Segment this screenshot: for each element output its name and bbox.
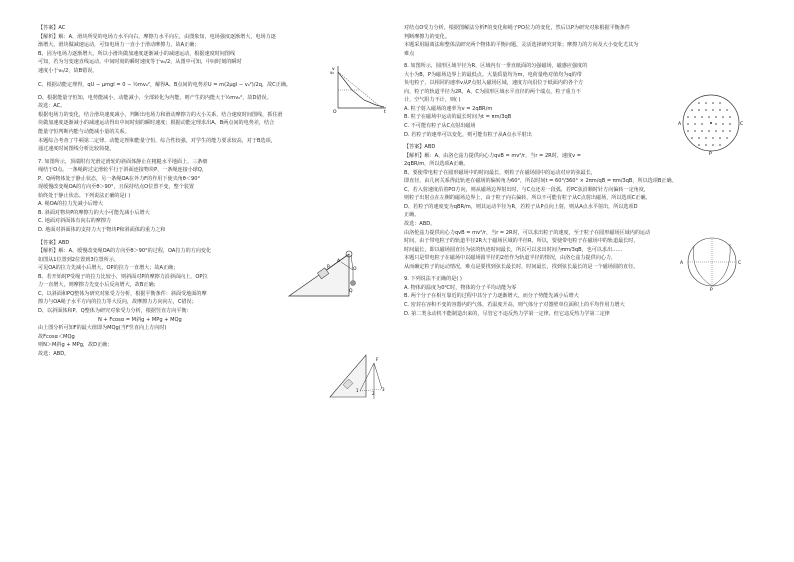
- text-line: 速度小于v₀/2，故B错误。: [38, 67, 98, 74]
- label-c: C: [740, 122, 744, 127]
- text-line: 计，空气阻力不计，则( ): [404, 97, 461, 104]
- text-line: 负电粒子，以相同的速率v从P点射入磁场区域，速度方向沿位于纸面内的各个方: [404, 80, 584, 87]
- text-line: 绳结于O点。一条绳跨过定滑轮平行于斜面连接物块P，一条绳连接小球Q，: [38, 167, 207, 174]
- text-line: 由上图分析可知F的最大值即为MQg(当F竖直向上方向时): [38, 325, 167, 332]
- v-axis-label: v: [332, 67, 335, 72]
- option-a: A. 粒子射入磁场的速率为v = 2qBR/m: [404, 105, 493, 112]
- trajectory-figure: [660, 232, 746, 292]
- text-line: 则N＞M斜g + MPg，故D正确；: [38, 342, 113, 349]
- text-line: 故选：AC。: [38, 103, 66, 110]
- label-q: Q: [349, 289, 353, 294]
- text-line: 能量守恒判断内能与动能减小量的关系。: [38, 129, 130, 136]
- text-line: 时间最长，即以磁场圆直径为弦的轨迹时间最长，所以可以求出时间为πm/3qB，也可以求出……: [404, 246, 623, 253]
- force-triangle-figure: [326, 345, 386, 403]
- answer-line: 【答案】ABD: [38, 239, 70, 246]
- text-line: 难点: [404, 50, 415, 57]
- label-p: P: [710, 288, 713, 292]
- text-line: 本题只是带电粒子在磁场中以磁场圆半径的2倍作为轨道半径的情况，由洛仑兹力提供向心力，: [404, 255, 617, 262]
- text-line: 如图从1位置到2位置到3位置所示，: [38, 256, 120, 263]
- force-f-label: F: [376, 358, 379, 363]
- text-line: 故选：ABD。: [404, 221, 436, 228]
- answer-line: 【答案】AC: [38, 25, 66, 31]
- t-axis-label: t: [384, 110, 386, 114]
- option-c: C. 地面对斜面体有向右的摩擦力: [38, 218, 112, 225]
- text-line: 【解析】解：A、缓慢改变绳OA的方向至θ＞90°的过程，OA拉力的方向变化: [38, 248, 212, 255]
- text-line: B、若开始时P受绳子的拉力比较小，则斜面对P的摩擦力沿斜面向上，OP拉: [38, 273, 208, 280]
- text-line: 本题采用隔离法和整体法研究两个物体的平衡问题，灵活选择研究对象；摩擦力的方向及大小变化尤其为: [404, 42, 639, 49]
- option-b: B. 粒子在磁场中运动的最长时间为t = πm/3qB: [404, 114, 512, 121]
- text-line: 始终处于静止状态。下列说法正确的是( ): [38, 192, 131, 199]
- text-line: 故选：ABD。: [38, 350, 70, 357]
- text-line: P、Q两物体处于静止状态，另一条绳OA在外力F的作用下使夹角θ＜90°: [38, 175, 200, 182]
- question-7: 7. 如图所示，顶端附有光滑定滑轮的斜面体静止在粗糙水平地面上，三条细: [38, 158, 208, 165]
- text-line: 本题综合考查了牛顿第二定律、动能定理和能量守恒，综合性较强，对学生的能力要求较高，对于B选项，: [38, 137, 276, 144]
- text-line: C、根据动能定理得，qU − μmgl = 0 − ½mv₀²，解得A、B点间的电势差U = m(2μgl − v₀²)/2q，故C正确。: [38, 82, 292, 89]
- answer-line: 【答案】ABD: [404, 144, 436, 151]
- option-d: D. 若粒子的速率可以变化，则可能有粒子从A点水平射出: [404, 131, 532, 138]
- label-o: O: [353, 267, 357, 272]
- option-d: D. 地面对斜面体的支持力大于物块P和斜面体的重力之和: [38, 227, 166, 234]
- text-line: B、要使带电粒子在圆形磁场中的时间最长，则粒子在磁场圆中的运动对应的弦最长，: [404, 169, 596, 176]
- text-line: 渐增大，滑块做减速运动，可知电场力一直小于滑动摩擦力，故A正确；: [38, 42, 200, 49]
- option-c: C. 密封在容积不变的容器内的气体，若温度升高，则气体分子对器壁单位面积上的平均作用力增大: [404, 301, 625, 308]
- text-line: 【解析】解：A、滑块所受的电场力水平向右，摩擦力水平向左，由图象知，电场强度逐渐增大，电场力逐: [38, 33, 276, 40]
- text-line: 即直径，由几何关系得此轨迹在磁场的偏转角为60°，所以时间t = 60°/360° × 2πm/qB = πm/3qB，所以选项B正确。: [404, 178, 677, 185]
- text-line: B、因为电场力逐渐增大，所以小滑块做加速度逐渐减小的减速运动，根据速度时间图线: [38, 50, 236, 57]
- text-line: C、若入射速度沿着PO方向，则从磁场边界射出时，与C点还差一段弧，若PC弦沿顺时针方向偏转一定角度，: [404, 186, 649, 193]
- option-d: D. 第二类永动机不能制造出来的，尽管它不违反热力学第一定律，但它违反热力学第二定律: [404, 310, 610, 317]
- option-b: B. 两个分子在相互靠近的过程中其分子力逐渐增大，而分子势能先减小后增大: [404, 293, 579, 300]
- text-line: 时间，由于带电粒子的轨道半径2R大于磁场区域的半径R，所以，要使带电粒子在磁场中的轨道最长时，: [404, 238, 639, 245]
- equation: N + Fcosα = M斜g + MPg + MQg: [98, 316, 182, 323]
- position-3-label: 3: [382, 387, 385, 392]
- label-a: A: [678, 122, 682, 127]
- label-a: A: [337, 259, 341, 264]
- text-line: 2qBR/m，所以选项A正确。: [404, 161, 469, 168]
- option-b: B. 斜面对物块P的摩擦力的大小可能先减小后增大: [38, 209, 150, 216]
- option-c: C. 不可能有粒子从C点射出磁场: [404, 123, 476, 130]
- option-a: A. 绳OA的拉力先减小后增大: [38, 201, 103, 208]
- label-p: P: [709, 152, 712, 156]
- question-8: 8. 如图所示，圆形区域半径为R，区域内有一垂直纸面的匀强磁场，磁感应强度的: [404, 63, 588, 70]
- label-p: P: [327, 265, 330, 270]
- text-line: 向，粒子的轨道半径为2R，A、C为圆形区域水平直径的两个端点，粒子重力不: [404, 88, 581, 95]
- text-line: 从而确定粒子的运动情况，难点是要找到弦长最长时，时间最长，找到弦长最长的是一个磁场圆的直径。: [404, 263, 639, 270]
- text-line: 力一直增大，则摩擦力先变小后反向增大，故B正确；: [38, 282, 159, 289]
- text-line: 对结点O受力分析，根据图解法分析F的变化和绳子PO拉力的变化，然后以P为研究对象根据平衡条件: [404, 25, 630, 31]
- text-line: 可知，若为匀变速直线运动，中间时刻的瞬时速度等于v₀/2，从图中可知，中间时刻的瞬时: [38, 59, 242, 66]
- label-c: C: [738, 261, 742, 266]
- text-line: 可见OA的拉力先减小后增大，OP的拉力一直增大；故A正确；: [38, 265, 179, 272]
- velocity-time-graph: [330, 62, 390, 114]
- origin-label: O: [333, 110, 337, 114]
- text-line: 由洛伦兹力提供向心力qvB = mv²/r，当r = 2R时，可以求出粒子的速度，至于粒子在圆形磁场区域内的运动: [404, 229, 651, 236]
- text-line: D、根据能量守恒知，电势能减小，动能减小，全部转化为内能，则产生的内能大于½mv₀²，故D错误。: [38, 94, 272, 101]
- text-line: 块做加速度逐渐减小的减速运动得出中间时刻的瞬时速度；根据动能定理求出A、B两点间的电势差，结合: [38, 120, 275, 127]
- incline-figure: [285, 240, 357, 302]
- text-line: 正确。: [404, 212, 420, 219]
- text-line: D、以斜面体和P、Q整体为研究对象受力分析，根据竖直方向平衡：: [38, 307, 192, 314]
- text-line: C、以斜面和PQ整体为研究对象受力分析，根据平衡条件：斜面受地面的摩: [38, 290, 207, 297]
- text-line: 现缓慢改变绳OA的方向至θ＞90°，且保持结点O位置不变，整个装置: [38, 184, 194, 191]
- text-line: 故Fcosα＜MQg: [38, 333, 75, 340]
- text-line: 【解析】解：A、由洛仑兹力提供向心力qvB = mv²/r，当r = 2R时，速度v =: [404, 152, 582, 159]
- v0-label: v₀: [330, 70, 334, 75]
- magnetic-field-circle: [678, 90, 744, 156]
- text-line: 根据电场力的变化，结合滑块速度减小，判断出电场力和滑动摩擦力的大小关系，结合速度时间图线，抓住滑: [38, 111, 283, 118]
- option-a: A. 物体的温度为0℃时，物体的分子平均动能为零: [404, 284, 517, 291]
- position-1-label: 1: [356, 388, 359, 393]
- position-2-label: 2: [372, 391, 375, 396]
- text-line: 则粒子出射点在左侧的磁场边界上，由于粒子向右偏转，所以不可能有粒子从C点射出磁场，所以选项C正确。: [404, 195, 651, 202]
- label-a: A: [680, 261, 684, 266]
- question-9: 9. 下列说法不正确的是( ): [404, 276, 462, 283]
- text-line: D、若粒子的速度变为qBR/m，则其运动半径为R，若粒子从P点向上射，则从A点水平射出，所以选项D: [404, 203, 638, 210]
- text-line: 大小为B，P为磁场边界上的最低点。大量质量均为m，电荷量绝对值均为q的带: [404, 71, 582, 78]
- text-line: 通过速度时间图线分析比较简捷。: [38, 146, 115, 153]
- text-line: 擦力与OA绳子水平方向的拉力等大反向，故摩擦力方向向左，C错误；: [38, 299, 197, 306]
- text-line: 判断摩擦力的变化。: [404, 33, 450, 40]
